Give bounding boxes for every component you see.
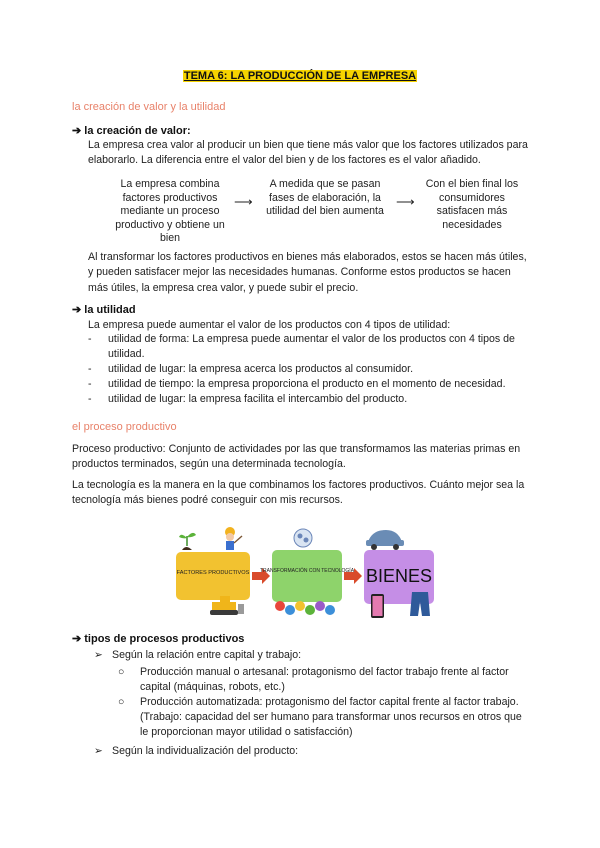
list-item-text: utilidad de forma: La empresa puede aumentar el valor de los productos con 4 tipos de utilidad. <box>108 333 515 360</box>
worker-icon <box>225 527 242 550</box>
value-flow <box>110 178 520 245</box>
list-item-text: Producción automatizada: protagonismo del factor capital frente al factor trabajo. (Trabajo: capacidad del ser humano para transformar unos recursos en otros que le proporcionan mayor utilidad o satisfacción) <box>140 696 522 738</box>
brain-gears-icon <box>294 529 312 547</box>
page-title <box>0 70 600 82</box>
transformacion-box-shape <box>272 550 342 602</box>
list-item <box>118 665 528 695</box>
dash-bullet: - <box>88 333 92 345</box>
circle-bullet-icon: ○ <box>118 666 125 678</box>
list-item <box>88 362 528 377</box>
sub-list-capital-trabajo <box>118 665 528 740</box>
criterion-text: Según la individualización del producto: <box>112 745 299 757</box>
flow-arrow-1: ⟶ <box>234 194 253 209</box>
page-title-text: TEMA 6: LA PRODUCCIÓN DE LA EMPRESA <box>183 70 417 82</box>
car-icon <box>366 530 404 550</box>
dash-bullet: - <box>88 378 92 390</box>
criterion-individualizacion <box>94 745 298 757</box>
list-item-text: Producción manual o artesanal: protagonismo del factor trabajo frente al factor capital (máquinas, robots, etc.) <box>140 666 509 693</box>
phone-icon <box>371 594 384 618</box>
paragraph-utilidad-intro: La empresa puede aumentar el valor de los productos con 4 tipos de utilidad: <box>88 319 451 331</box>
criterion-capital-trabajo <box>94 649 301 661</box>
dash-bullet: - <box>88 363 92 375</box>
production-process-diagram <box>172 524 436 620</box>
factores-box-shape <box>176 552 250 600</box>
subheading-creacion-valor: ➔ la creación de valor: <box>72 125 191 137</box>
transformacion-box-label: TRANSFORMACIÓN CON TECNOLOGÍA <box>259 568 355 574</box>
list-item-text: utilidad de lugar: la empresa acerca los productos al consumidor. <box>108 363 414 375</box>
paragraph-proceso-productivo: Proceso productivo: Conjunto de actividades por las que transformamos las materias primas en productos terminados, según una determinada tecnología. <box>72 443 521 471</box>
list-item-text: utilidad de lugar: la empresa facilita el intercambio del producto. <box>108 393 408 405</box>
production-diagram-svg <box>172 524 436 620</box>
flow-arrow-2: ⟶ <box>396 194 415 209</box>
section-heading-valor-utilidad: la creación de valor y la utilidad <box>72 101 226 113</box>
gears-icon <box>275 601 335 615</box>
flow-step-3: Con el bien final los consumidores satisfacen más necesidades <box>425 178 519 231</box>
paragraph-creacion-valor: La empresa crea valor al producir un bien que tiene más valor que los factores utilizados para elaborarlo. La diferencia entre el valor del bien y de los factores es el valor añadido. <box>88 139 528 167</box>
list-item <box>118 695 528 740</box>
plant-sprout-icon <box>179 533 196 550</box>
list-item <box>88 392 528 407</box>
list-item <box>88 332 528 362</box>
list-item <box>88 377 528 392</box>
paragraph-tecnologia: La tecnología es la manera en la que combinamos los factores productivos. Cuánto mejor sea la tecnología más bienes podré conseguir con mis recursos. <box>72 479 525 507</box>
arrow-bullet-icon: ➢ <box>94 745 103 757</box>
subheading-utilidad: ➔ la utilidad <box>72 304 136 316</box>
paragraph-transformacion: Al transformar los factores productivos en bienes más elaborados, estos se hacen más útiles, y pueden satisfacer mejor las necesidades humanas. Conforme estos productos se hacen más útiles, la empresa crea valor, y puede subir el precio. <box>88 251 527 294</box>
section-heading-proceso-productivo: el proceso productivo <box>72 421 177 433</box>
utilidad-list <box>88 332 528 407</box>
arrow-bullet-icon: ➢ <box>94 649 103 661</box>
flow-step-1: La empresa combina factores productivos mediante un proceso productivo y obtiene un bien <box>115 178 225 245</box>
dash-bullet: - <box>88 393 92 405</box>
circle-bullet-icon: ○ <box>118 696 125 708</box>
subheading-tipos-procesos: ➔ tipos de procesos productivos <box>72 633 245 645</box>
criterion-text: Según la relación entre capital y trabajo: <box>112 649 302 661</box>
flow-step-2: A medida que se pasan fases de elaboración, la utilidad del bien aumenta <box>266 178 384 218</box>
list-item-text: utilidad de tiempo: la empresa proporciona el producto en el momento de necesidad. <box>108 378 506 390</box>
factores-box-label: FACTORES PRODUCTIVOS <box>176 570 250 576</box>
bienes-box-label: BIENES <box>365 566 433 586</box>
